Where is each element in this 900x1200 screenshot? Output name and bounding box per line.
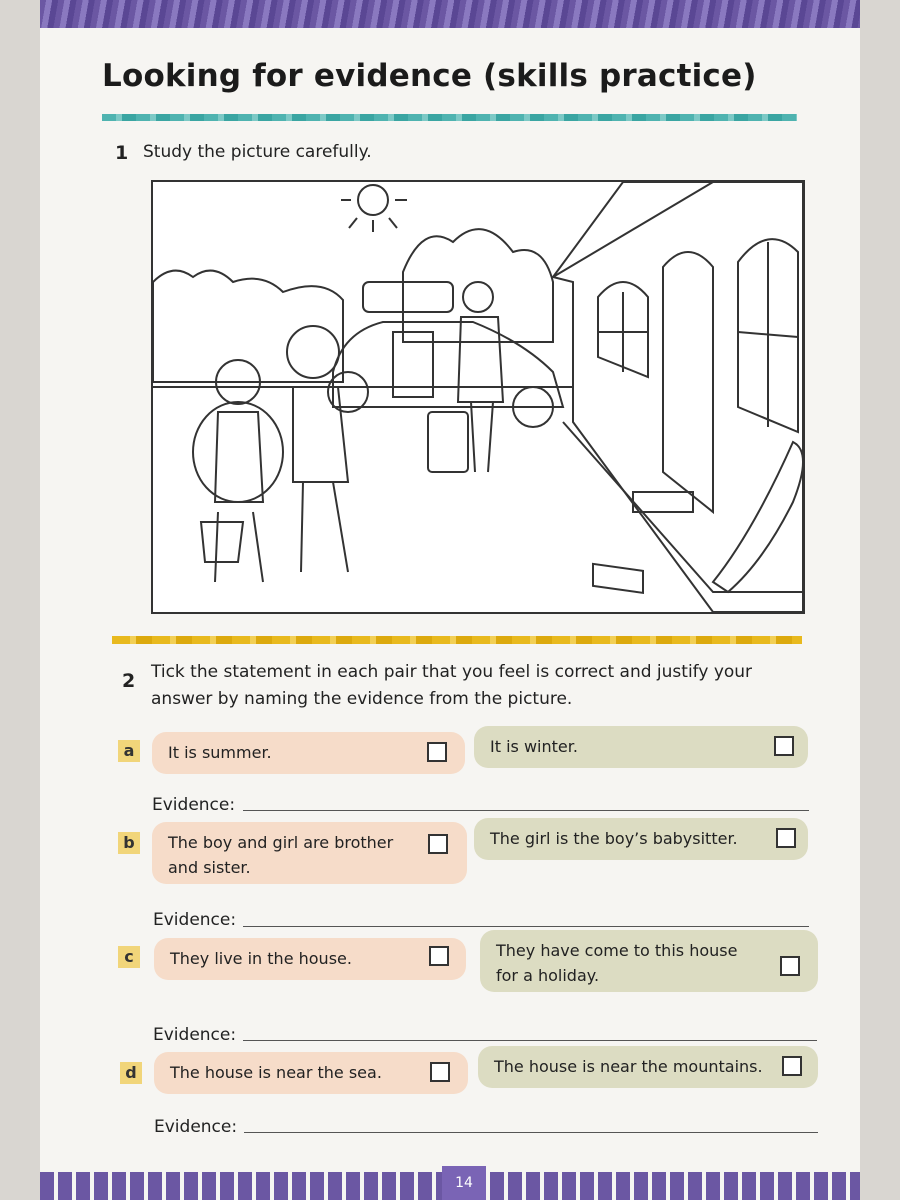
- top-decorative-band: [40, 0, 860, 28]
- pair-a-left-statement: [152, 732, 465, 774]
- sun-icon: [358, 185, 388, 215]
- pair-d-evidence-line[interactable]: [244, 1132, 818, 1133]
- pair-c-letter: c: [118, 946, 140, 968]
- page-number: 14: [442, 1166, 486, 1200]
- doormat: [633, 492, 693, 512]
- statement-text: It is winter.: [490, 737, 578, 756]
- pair-a-evidence-line[interactable]: [243, 810, 809, 811]
- pair-b-left-statement: [152, 822, 467, 884]
- swim-ring: [193, 402, 283, 502]
- statement-text: They have come to this house: [496, 941, 738, 960]
- pair-c-right-checkbox[interactable]: [780, 956, 800, 976]
- question-2-text-line1: Tick the statement in each pair that you feel is correct and justify your: [151, 662, 753, 682]
- woman-body: [458, 317, 503, 402]
- statement-text: for a holiday.: [496, 966, 600, 985]
- pair-a-right-checkbox[interactable]: [774, 736, 794, 756]
- pair-c-evidence-line[interactable]: [243, 1040, 817, 1041]
- pair-a-evidence-label: Evidence:: [152, 795, 236, 815]
- woman-head: [463, 282, 493, 312]
- pair-b-evidence-label: Evidence:: [153, 910, 237, 930]
- statement-text: The boy and girl are brother: [168, 833, 394, 852]
- statement-text: The house is near the sea.: [170, 1063, 382, 1082]
- pair-d-right-statement: [478, 1046, 818, 1088]
- question-1-number: 1: [115, 142, 129, 164]
- statement-text: They live in the house.: [170, 949, 352, 968]
- pair-d-left-checkbox[interactable]: [430, 1062, 450, 1082]
- pair-d-letter: d: [120, 1062, 142, 1084]
- statement-text: The house is near the mountains.: [494, 1057, 763, 1076]
- question-2-text-line2: answer by naming the evidence from the picture.: [151, 689, 573, 709]
- pair-a-left-checkbox[interactable]: [427, 742, 447, 762]
- pair-b-left-checkbox[interactable]: [428, 834, 448, 854]
- pair-c-left-statement: [154, 938, 466, 980]
- question-1-text: Study the picture carefully.: [143, 142, 372, 162]
- pair-c-right-statement: [480, 930, 818, 992]
- statement-text: The girl is the boy’s babysitter.: [490, 829, 738, 848]
- pair-b-right-statement: [474, 818, 808, 860]
- pair-d-left-statement: [154, 1052, 468, 1094]
- section-divider: [112, 636, 802, 644]
- pair-b-letter: b: [118, 832, 140, 854]
- pair-a-right-statement: [474, 726, 808, 768]
- pair-a-letter: a: [118, 740, 140, 762]
- worksheet-page: [40, 0, 860, 1200]
- question-2-number: 2: [122, 670, 136, 692]
- pair-d-right-checkbox[interactable]: [782, 1056, 802, 1076]
- scene-drawing: [153, 182, 803, 612]
- house-door: [663, 252, 713, 512]
- scene-illustration: [151, 180, 805, 614]
- roof-box: [363, 282, 453, 312]
- porch-step: [593, 564, 643, 593]
- pair-b-evidence-line[interactable]: [243, 926, 809, 927]
- pair-c-left-checkbox[interactable]: [429, 946, 449, 966]
- pair-b-right-checkbox[interactable]: [776, 828, 796, 848]
- pair-d-evidence-label: Evidence:: [154, 1117, 238, 1137]
- girl-head: [287, 326, 339, 378]
- girl-body: [293, 387, 348, 482]
- suitcase: [428, 412, 468, 472]
- bucket: [201, 522, 243, 562]
- statement-text: and sister.: [168, 858, 251, 877]
- statement-text: It is summer.: [168, 743, 272, 762]
- title-underline: [102, 114, 797, 121]
- boy-body: [215, 412, 263, 502]
- surfboard: [713, 442, 803, 592]
- page-title: Looking for evidence (skills practice): [102, 58, 757, 94]
- pair-c-evidence-label: Evidence:: [153, 1025, 237, 1045]
